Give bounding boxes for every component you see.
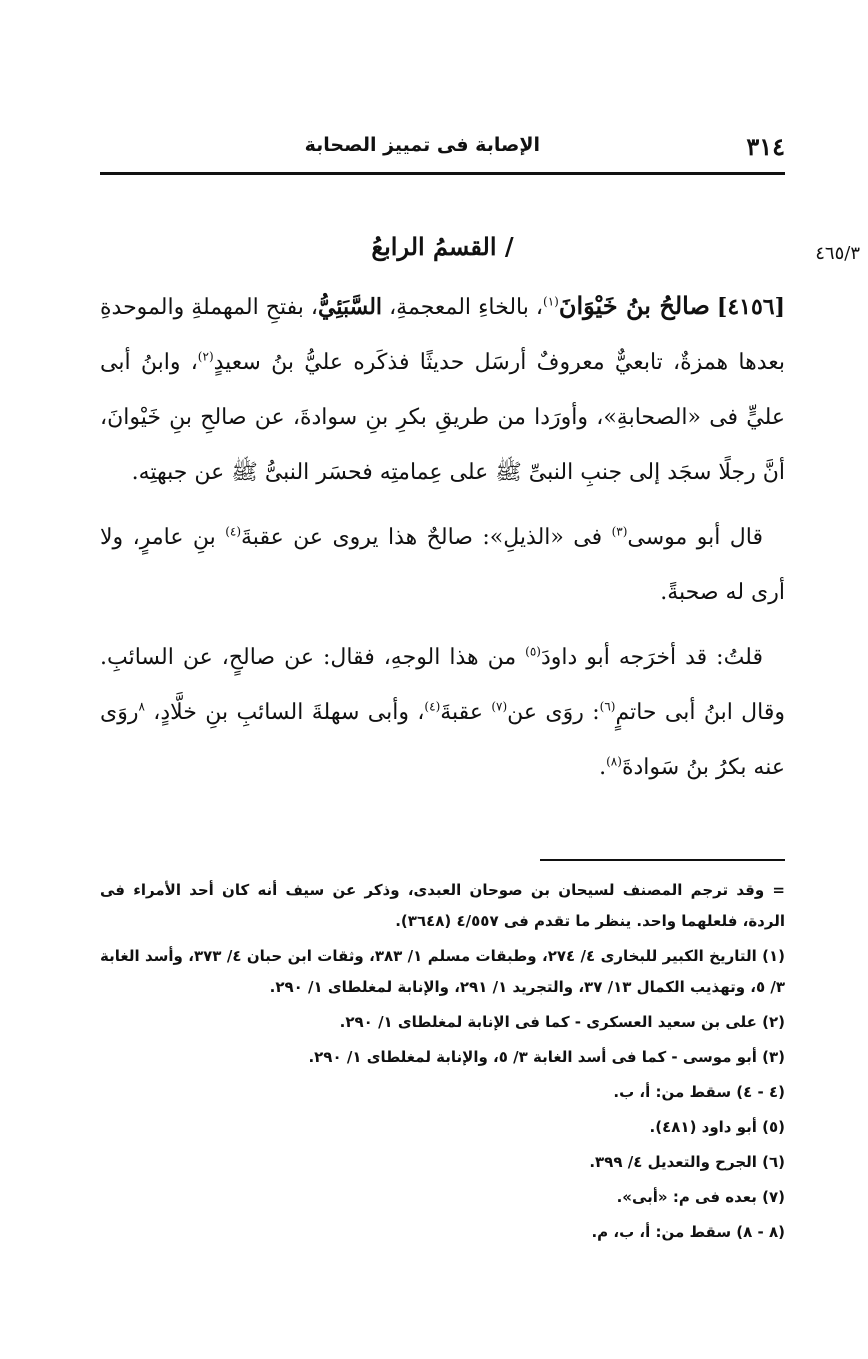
entry-paragraph [100,278,785,500]
footnote-separator [540,859,785,861]
footnote-ref: (٤) [225,524,242,539]
entry-name: صالحُ بنُ خَيْوَانَ [558,291,710,320]
footnote-ref: (٧) [491,699,508,714]
text-run: عقبةَ [440,700,492,725]
running-title: الإصابة فى تمييز الصحابة [304,134,540,156]
footnote-ref: (٥) [525,644,541,659]
text-run: من هذا الوجهِ، فقال: عن صالحٍ، عن السائبِ. وقال ابنُ أبى حاتمٍ [100,645,785,725]
paragraph-author-comment [100,630,785,795]
footnote-3: (٣) أبو موسى - كما فى أسد الغابة ٣/ ٥، والإنابة لمغلطاى ١/ ٢٩٠. [308,1048,785,1066]
footnote-ref: (٨) [606,754,622,769]
page-number: ٣١٤ [746,132,785,161]
footnotes [100,875,785,1252]
text-run: قال أبو موسى [627,525,763,550]
footnote-1: (١) التاريخ الكبير للبخارى ٤/ ٢٧٤، وطبقات مسلم ١/ ٣٨٣، وثقات ابن حبان ٤/ ٣٧٣، وأسد الغابة ٣/ ٥، وتهذيب الكمال ١٣/ ٣٧، والتجريد ١/ ٢٩١، والإنابة لمغلطاى ١/ ٢٩٠. [100,947,786,996]
footnote-ref: (٤) [424,699,441,714]
footnote-ref: (٢) [197,349,214,364]
footnote-4: (٤ - ٤) سقط من: أ، ب. [613,1083,785,1101]
footnote-ref: (٣) [611,524,628,539]
header-rule [100,172,785,175]
margin-volume-page-ref: ٤٦٥/٣ [815,243,860,264]
section-heading: / القسمُ الرابعُ [371,232,514,261]
footnote-8: (٨ - ٨) سقط من: أ، ب، م. [591,1223,785,1241]
footnote-ref: (٦) [599,699,616,714]
entry-nisba: السَّبَئِيُّ [317,294,383,320]
footnote-ref: (١) [543,294,559,309]
text-run: ، بالخاءِ المعجمةِ، [382,295,543,320]
text-run: قلتُ: قد أخرَجه أبو داودَ [540,645,763,670]
footnote-6: (٦) الجرح والتعديل ٤/ ٣٩٩. [589,1153,785,1171]
text-run: بنِ عامرٍ، ولا أرى له صحبةً. [100,525,785,605]
footnote-continuation: = وقد ترجم المصنف لسيحان بن صوحان العبدى، وذكر عن سيف أنه كان أحد الأمراء فى الردة، فلعلهما واحد. ينظر ما تقدم فى ٤/٥٥٧ (٣٦٤٨). [100,881,785,930]
page-header [100,128,785,168]
footnote-7: (٧) بعده فى م: «أبى». [616,1188,785,1206]
text-run: . [599,755,607,780]
text-run: روَى عنه بكرُ بنُ سَوادةَ [100,700,785,780]
main-text [100,278,785,805]
text-run: ، بفتحِ المهملةِ والموحدةِ بعدها همزةٌ، تابعيٌّ معروفٌ أرسَل حديثًا فذكَره عليُّ بنُ سعيدٍ [100,295,785,375]
footnote-2: (٢) على بن سعيد العسكرى - كما فى الإنابة لمغلطاى ١/ ٢٩٠. [339,1013,785,1031]
text-run: : روَى عن [507,700,600,725]
text-run: فى «الذيلِ»: صالحٌ هذا يروى عن عقبةَ [241,525,612,550]
text-run: ، وابنُ أبى عليٍّ فى «الصحابةِ»، وأورَدا من طريقِ بكرِ بنِ سوادةَ، عن صالحِ بنِ خَيْوانَ، أنَّ رجلًا سجَد إلى جنبِ النبىِّ ﷺ على عِمامتِه فحسَر النبىُّ ﷺ عن جبهتِه. [100,350,785,485]
paragraph-abu-musa [100,510,785,620]
footnote-5: (٥) أبو داود (٤٨١). [649,1118,785,1136]
entry-number: [٤١٥٦] [716,294,785,320]
footnote-ref: ٨ [138,699,145,714]
text-run: ، وأبى سهلةَ السائبِ بنِ خلَّادٍ، [144,700,425,725]
